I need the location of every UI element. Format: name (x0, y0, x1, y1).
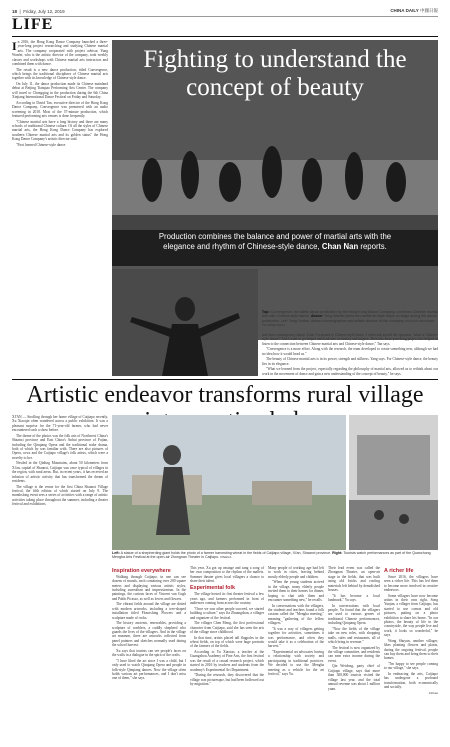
story2-column-5: Their lead event was called the Zhongnan Theater, an open-air stage in the fields, that was built using old bricks and roofing materials left behind by demolished houses. "It has become a local landmark," Yu says. In conversations with local people, Yu found that the villagers are used to various genres of traditional Chinese performances, including Qinqiang Opera. "Now the fields of the village take on new roles, with shopping malls, cafes and restaurants, all of which bring in revenue." The festival is now organized by the village committee, and residents can earn extra income during the event. Qin Weidong, party chief of Caijiapo village, says that more than 300,000 tourists visited the village last year, and the total annual revenue was about 1 million yuan. (328, 566, 380, 691)
subhead-inspiration: Inspiration everywhere (112, 567, 171, 574)
subhead-richer-life: A richer life (384, 567, 414, 574)
story1-photo-caption: Top: Convergence, the latest dance production by the Hong Kong Dance Company, combines Chinese martial arts with Chinese-style dance. Above: Yung Wanfei performs martial art style steps on stage during the dance production. Left: Yang Yuntao, dancer-choreographer and artistic director of the company. PHOTOS PROVIDED TO CHINA DAILY (262, 310, 438, 328)
village-statue-photo (112, 415, 346, 550)
story2-column-4: Many people of working age had left to work in cities, leaving behind mostly elderly people and children. "When the young students arrived in the village, many elderly people invited them to their homes for dinner, hoping to chat with them and encounter something new," he recalls. In conversations with the villagers, the students and teachers found a folk custom called the "Mengba meeting," meaning "gathering of the fellow villagers." "It was a way of villagers getting together for activities, sometimes it was performance, and often they would take it as a celebration of the harvest." "Experimental art advocates having a relationship with society and participating in traditional practices. We decided to use the Mengba meeting as a vehicle for the art festival," says Yu. (268, 566, 324, 677)
stage-scene (349, 415, 438, 550)
story2-column-2: Inspiration everywhere Walking through Caijiapo, in one can see dozens of murals, each containing over 200 square meters and displaying various artistic styles, including surrealism and impressionism. In the paintings, the curious faces of Vincent van Gogh and Pablo Picasso, as well as lovers and flowers. The vibrant fields around the village are dotted with modern artworks, including a tree-shaped installation titled Flourishing Flowers and a sculpture made of rocks. The history ancients, renewables, providing a sculpture of warblers, a cuddly shepherd who guards the lives of the villagers. And in the village art museum, there are artworks collected from panel painters and sketches normally used during the school harvest. Xu says that tourists can see people's faces on the walls in a dialogue in the spirit of the crafts. "I have liked the art since I was a child, but I only used to watch Qinqiang Opera and people in folk-style Qinqiang dances. Now the village often holds various art performances, and I don't miss one of them," she says. (112, 567, 186, 681)
story1-headline: Fighting to understand the concept of beauty (143, 46, 407, 101)
subhead-experimental: Experimental folk (190, 585, 235, 592)
page-number: 18 (12, 8, 18, 14)
story1-col1-p3: On July 11, the dance production made its Chinese mainland debut at Beijing Tianqiao Performing Arts Center. The company will travel to Chongqing in the production during the 6th China Xinjiang International Dance Festival on Friday and Saturday. (12, 82, 108, 100)
story1-col1-p2: The result is a new dance production, titled Convergence, which brings the traditional disciplines of Chinese martial arts together with its knowledge of Chinese-style dance. (12, 67, 108, 81)
reporter-name: Chan Nan (321, 242, 359, 251)
story1-col1-p1: In 2016, the Hong Kong Dance Company launched a three-year-long project researching and studying Chinese martial arts. The company cooperated with project advisor, Yung Wanfei, who is the artistic director of the company, took weekly classes and workshops with Chinese martial arts instructors and combined them with dance. (12, 40, 108, 67)
village-scene (112, 415, 346, 550)
story2-column-3: This year, Xu got up onstage and sang a song of her own composition to the rhythm of the mallets. Summer theater gives local villagers a chance to share their talent. Experimental folk The village hosted its first theater festival a few years ago, and farmers performed in front of audiences coming from across the country. "Once we saw other people succeed, we started building a culture," says Jia Zhuangshan, a villager and organizer of the festival. The villager Chen Meng, the first professional character from Caijiapo, said she has seen the arts of the village since childhood. In that time, artists placed tall flagpoles in the wheat fields, on top of which were huge portraits of the farmers of the fields. According to Yu Xiaotao, a teacher at the Guangzhou Academy of Fine Arts, the first festival was the result of a casual research project, which started in 2016 by teachers and students from the academy's Experimental Art Department. "During the research, they discovered that the village was picturesque, but had been hollowed out by migration." (190, 566, 264, 687)
story2-photo-caption: Left: A statue of a shepherding giant holds the photo of a farmer harvesting wheat in the fields of Caijiapo village, Xi'an, Shaanxi province. Right: Tourists watch performances as part of the Quanzhong Mengba Arts Festival at the open-air Zhongnan Theater in Caijiapo. XINHUA (112, 551, 431, 560)
page-info: 18 | Friday, July 12, 2019 (12, 8, 65, 14)
drop-cap: I (12, 40, 17, 53)
story1-column-1 (12, 40, 108, 378)
story2-column-1: XI'AN — Strolling through her home village of Caijiapo recently, Xu Xiaoqin often wandered across a public exhibition. It was a pleasant surprise for the 71-year-old farmer, who had never encountered such a show before. The theme of the photos was the folk arts of Northwest China's Shaanxi province and East China's Anhui province of Fujian, including the Qinqiang Opera and the traditional wake drama, both of which by was familiar with. There are also pictures of Opera, cows and the Caijiapo village's folk artists, which were a novelty to her. Nestled in the Qinling Mountains, about 50 kilometers from Xi'an, capital of Shaanxi, Caijiapo was once typical of villages in the region, with rural areas. But, in recent years, it has received an infusion of artistic activity that has transformed the dream of residents. The village is the venue for the first China Shaanxi Village festival, the fifth edition of which started on July 9. The monthslong event sees a series of activities with a range of artistic activities taking place throughout the summer, including a theater festival and exhibitions. (12, 415, 108, 507)
paper-name: CHINA DAILY 中國日報 (390, 8, 438, 13)
story-divider (12, 379, 438, 380)
dancer-portrait-photo (112, 269, 258, 376)
issue-date: Friday, July 12, 2019 (23, 8, 65, 14)
story1-col1-p4: According to David Tan, executive director of the Hong Kong Dance Company, Convergence was premiered with an audio screening in 2018. Most of the 57-minute production, which featured performing arts venues is done frequently. (12, 100, 108, 119)
section-divider (12, 36, 438, 37)
masthead (12, 6, 438, 17)
dancer-portrait (112, 269, 258, 376)
story1-col1-p6: "First learned Chinese-style dance. (16, 142, 67, 147)
story2-column-6: A richer life Since 2016, the villagers have seen a richer life. This has led them to become more involved in creative endeavors. Some villagers have now become artists in their own right, Song Yunjun, a villager from Caijiapo, has started to use canvas and old pictures, putting on a photo exhibition to share his home. "In our photos, the beauty of life in the countryside, the way people live and work, it looks so wonderful," he says. Wang Shuyun, another villager, likes planting flowers and plants, during the ongoing festival, people can buy them and bring them to their homes. "I'm happy to see people coming to our village," she says. In embracing the arts, Caijiapo has undergone a profound transformation, both economically and socially. Xinhua (384, 567, 438, 695)
story2-headline: Artistic endeavor transforms rural village (26, 382, 424, 408)
story1-column-3: and then contemporary dance. Later I returned to Chinese-style dance. I often ask myself the question, 'what is Chinese-style dance?' And I want to go deeper and look into its history and origins. Then this three-year-long project has helped us listen to the connection between Chinese martial arts and Chinese-style dance," Tan says. "Convergence is a more effort. Along with the research, the team developed to create something new, although we had no idea how it would head us." The beauty of Chinese martial arts is in its power, strength and stillness. Yang says. For Chinese-style dance, the beauty lies in its elegance. "What we learned from the project, especially regarding the philosophy of martial arts, allowed us to rethink about our work in the movement of dance and gain a new understanding of the concept of beauty," he says. (262, 333, 438, 376)
festival-stage-photo (349, 415, 438, 550)
story1-deck: Production combines the balance and power of martial arts with the elegance and rhythm of Chinese-style dance, Chan Nan reports. (158, 232, 392, 251)
story1-col1-p5: "Chinese martial arts have a long history and there are many schools of traditional Chinese culture. Of all the styles of Chinese martial arts, the Hong Kong Dance Company has explored southern Chinese martial arts and its golden status" the Hong Kong Dance Company's artistic director said. (12, 119, 108, 142)
section-title: LIFE (12, 16, 54, 33)
